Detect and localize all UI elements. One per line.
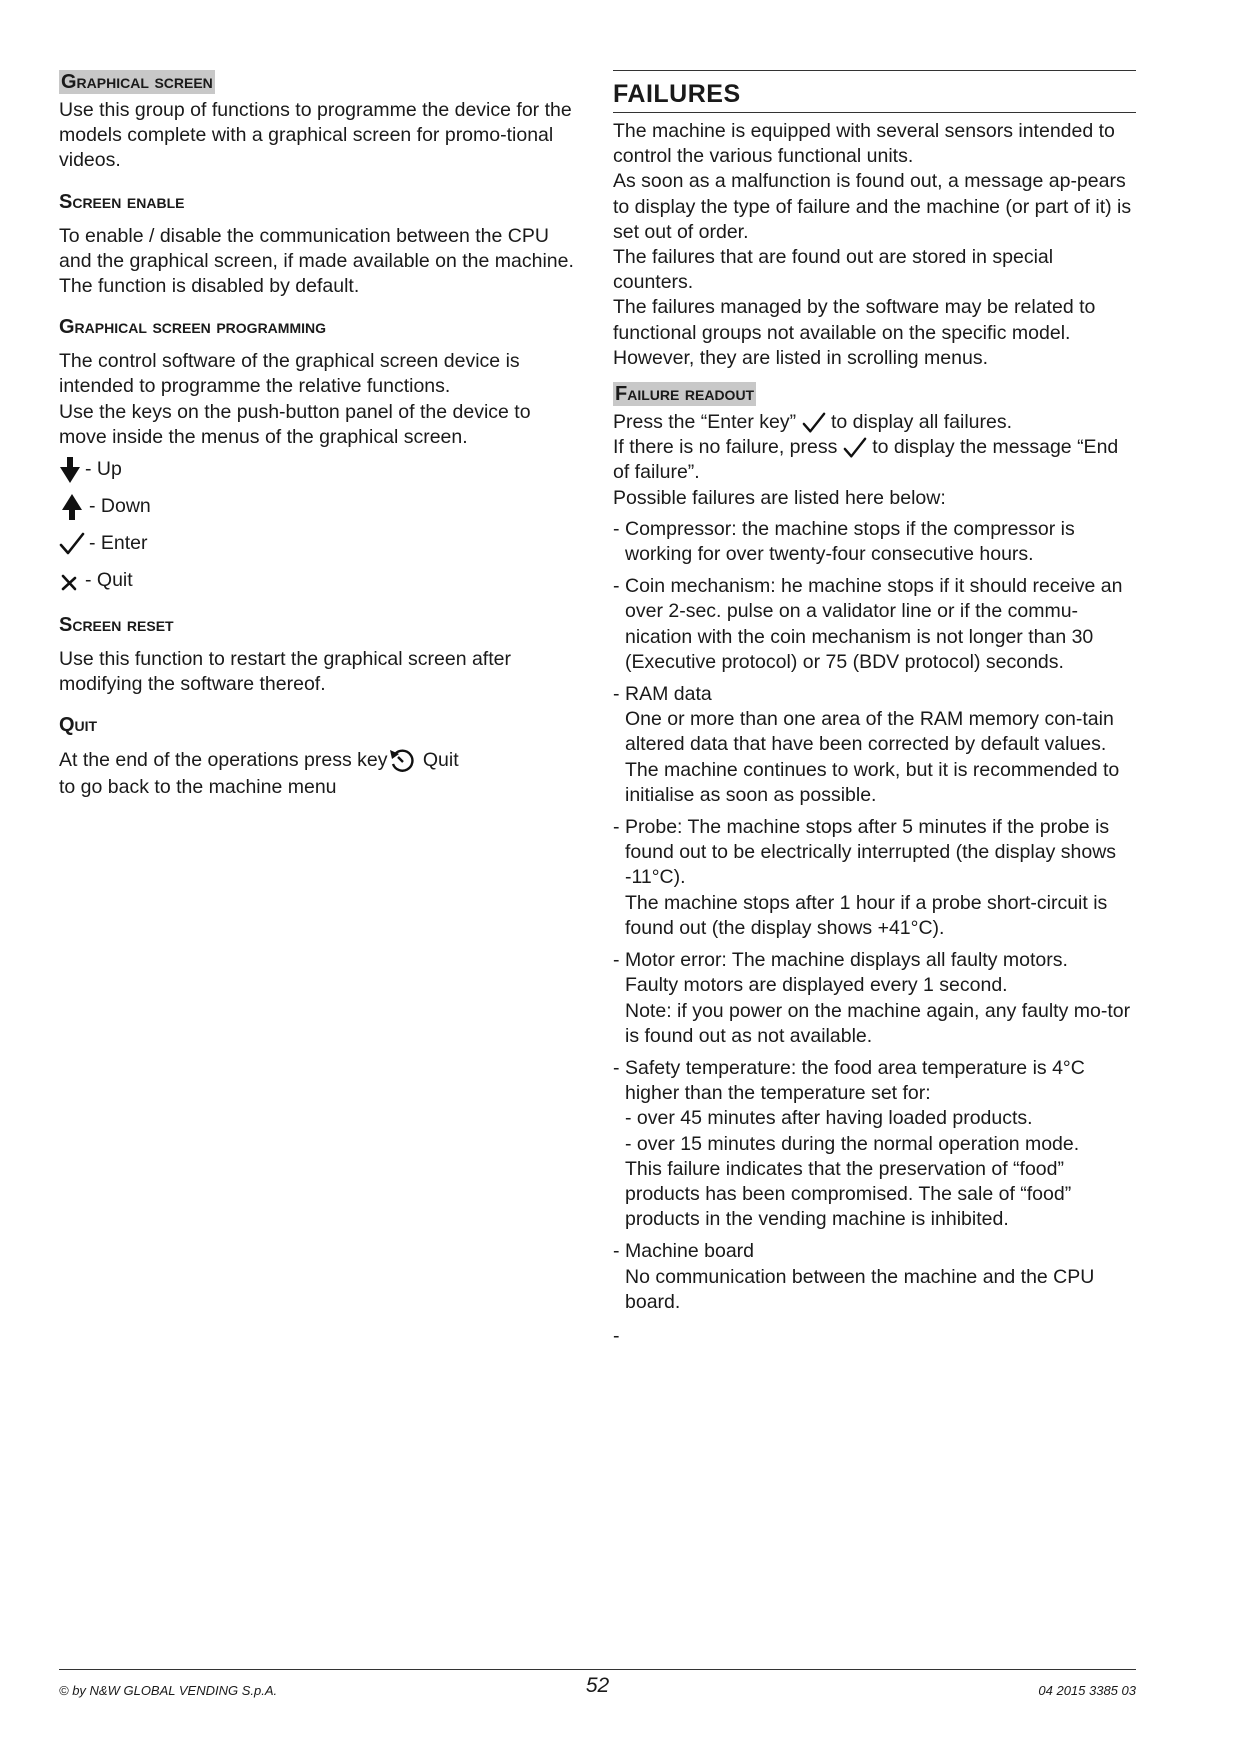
failures-text-1: The machine is equipped with several sensors intended to control the various functional units. <box>613 120 1115 168</box>
failure-safety-text-1: Safety temperature: the food area temperature is 4°C higher than the temperature set for: <box>625 1056 1085 1105</box>
key-label-down: - Down <box>89 495 151 518</box>
key-list <box>59 451 574 599</box>
quit-text-2: to go back to the machine menu <box>59 776 337 799</box>
screen-enable-text-1: To enable / disable the communication between the CPU and the graphical screen, if made available on the machine. <box>59 224 574 272</box>
screen-enable-text-2: The function is disabled by default. <box>59 275 360 298</box>
cross-icon <box>59 570 81 592</box>
failures-title: FAILURES <box>613 80 741 108</box>
quit-text-1a: At the end of the operations press key <box>59 749 388 772</box>
failure-compressor: Compressor: the machine stops if the compressor is working for over twenty-four consecutive hours. <box>625 517 1075 566</box>
failure-board-text: No communication between the machine and the CPU board. <box>625 1265 1095 1313</box>
readout-line-2a: If there is no failure, press <box>613 436 843 459</box>
quit-key-icon <box>387 747 417 775</box>
failure-safety-text-4: This failure indicates that the preservation of “food” products has been compromised. The sale of “food” products in the vending machine is inhibited. <box>625 1157 1072 1231</box>
key-row-quit <box>59 562 574 599</box>
quit-text-1b: Quit <box>417 749 459 772</box>
failure-board-title: Machine board <box>625 1240 754 1263</box>
failure-probe-text-1: Probe: The machine stops after 5 minutes if the probe is found out to be electrically interrupted (the display shows -11°C). <box>625 816 1117 889</box>
readout-line-1b: to display all failures. <box>825 411 1012 434</box>
failure-safety-text-2: - over 45 minutes after having loaded products. <box>625 1107 1033 1130</box>
failure-ram-text-1: One or more than one area of the RAM memory con-tain altered data that have been corrected by default values. <box>625 708 1114 756</box>
key-row-up <box>59 451 574 488</box>
failure-motor-text-3: Note: if you power on the machine again, any faulty mo-tor is found out as not available. <box>625 999 1131 1047</box>
left-column <box>59 70 574 801</box>
heading-screen-reset: Screen reset <box>59 614 174 637</box>
list-item: - Motor error: The machine displays all faulty motors. Faulty motors are displayed every 1 second. Note: if you power on the machine again, any faulty mo-tor is found out as not available. <box>613 948 1136 1049</box>
failure-safety-text-3: - over 15 minutes during the normal operation mode. <box>625 1132 1080 1155</box>
arrow-down-icon <box>59 456 81 484</box>
failure-ram-text-2: The machine continues to work, but it is recommended to initialise as soon as possible. <box>625 758 1120 806</box>
list-item: - Machine board No communication between the machine and the CPU board. <box>613 1239 1136 1315</box>
list-item: - Compressor: the machine stops if the compressor is working for over twenty-four consecutive hours. <box>613 517 1136 567</box>
heading-failure-readout: Failure readout <box>615 383 755 406</box>
readout-line-1a: Press the “Enter key” <box>613 411 802 434</box>
key-row-down <box>59 488 574 525</box>
list-item: - RAM data One or more than one area of the RAM memory con-tain altered data that have been corrected by default values. The machine continues to work, but it is recommended to initialise as soon as possible. <box>613 682 1136 808</box>
title-rule-bottom <box>613 112 1136 113</box>
heading-gs-programming: Graphical screen programming <box>59 316 327 339</box>
key-label-enter: - Enter <box>89 532 148 555</box>
title-rule-top <box>613 70 1136 71</box>
failures-text-3: The failures that are found out are stored in special counters. <box>613 246 1054 294</box>
failures-intro <box>613 119 1136 371</box>
footer-doc-code: 04 2015 3385 03 <box>1038 1683 1136 1698</box>
failure-coin-mechanism: Coin mechanism: he machine stops if it should receive an over 2-sec. pulse on a validator line or if the commu-nication with the coin mechanism is not longer than 30 (Executive protocol) or 75 (BDV protocol) seconds. <box>625 575 1123 673</box>
heading-quit: Quit <box>59 714 98 737</box>
graphical-screen-text: Use this group of functions to programme the device for the models complete with a graphical screen for promo-tional videos. <box>59 99 572 172</box>
checkmark-icon <box>802 411 826 435</box>
list-item: - Coin mechanism: he machine stops if it should receive an over 2-sec. pulse on a validator line or if the commu-nication with the coin mechanism is not longer than 30 (Executive protocol) or 75 (BDV protocol) seconds. <box>613 574 1136 675</box>
right-column <box>613 70 1136 1349</box>
heading-screen-enable: Screen enable <box>59 190 185 213</box>
footer-rule <box>59 1669 1136 1670</box>
screen-reset-text: Use this function to restart the graphical screen after modifying the software thereof. <box>59 648 511 696</box>
gs-programming-text-2: Use the keys on the push-button panel of the device to move inside the menus of the graphical screen. <box>59 400 531 448</box>
failure-motor-text-1: Motor error: The machine displays all faulty motors. <box>625 949 1068 972</box>
failure-list <box>613 517 1136 1349</box>
footer-copyright: © by N&W GLOBAL VENDING S.p.A. <box>59 1683 278 1698</box>
readout-line-1 <box>613 410 1136 435</box>
failures-text-4: The failures managed by the software may be related to functional groups not available on the specific model. However, they are listed in scrolling menus. <box>613 296 1096 369</box>
readout-line-3: Possible failures are listed here below: <box>613 486 946 509</box>
key-label-quit: - Quit <box>85 569 133 592</box>
quit-text-1 <box>59 747 574 775</box>
failure-probe-text-2: The machine stops after 1 hour if a probe short-circuit is found out (the display shows +41°C). <box>625 891 1108 939</box>
checkmark-icon <box>59 531 85 557</box>
section-heading-graphical-screen: Graphical screen <box>61 71 213 93</box>
key-row-enter <box>59 525 574 562</box>
readout-line-2 <box>613 435 1136 485</box>
key-label-up: - Up <box>85 458 122 481</box>
page-number: 52 <box>585 1674 610 1697</box>
gs-programming-text-1: The control software of the graphical screen device is intended to programme the relative functions. <box>59 350 520 398</box>
list-item: - Probe: The machine stops after 5 minutes if the probe is found out to be electrically interrupted (the display shows -11°C). The machine stops after 1 hour if a probe short-circuit is found out (the display shows +41°C). <box>613 815 1136 941</box>
trailing-dash: - <box>613 1324 620 1347</box>
failures-text-2: As soon as a malfunction is found out, a message ap-pears to display the type of failure and the machine (or part of it) is set out of order. <box>613 170 1132 243</box>
failure-motor-text-2: Faulty motors are displayed every 1 second. <box>625 974 1008 997</box>
failure-ram-title: RAM data <box>625 683 712 706</box>
checkmark-icon <box>843 436 867 460</box>
arrow-up-icon <box>59 493 85 521</box>
list-item: - Safety temperature: the food area temperature is 4°C higher than the temperature set for: - over 45 minutes after having loaded products. - over 15 minutes during the normal operation mode. This failure indicates that the preservation of “food” products has been compromised. The sale of “food” products in the vending machine is inhibited. <box>613 1056 1136 1232</box>
readout-line-2b: to display the message “End of failure”. <box>613 436 1119 484</box>
page-footer <box>59 1669 1136 1698</box>
